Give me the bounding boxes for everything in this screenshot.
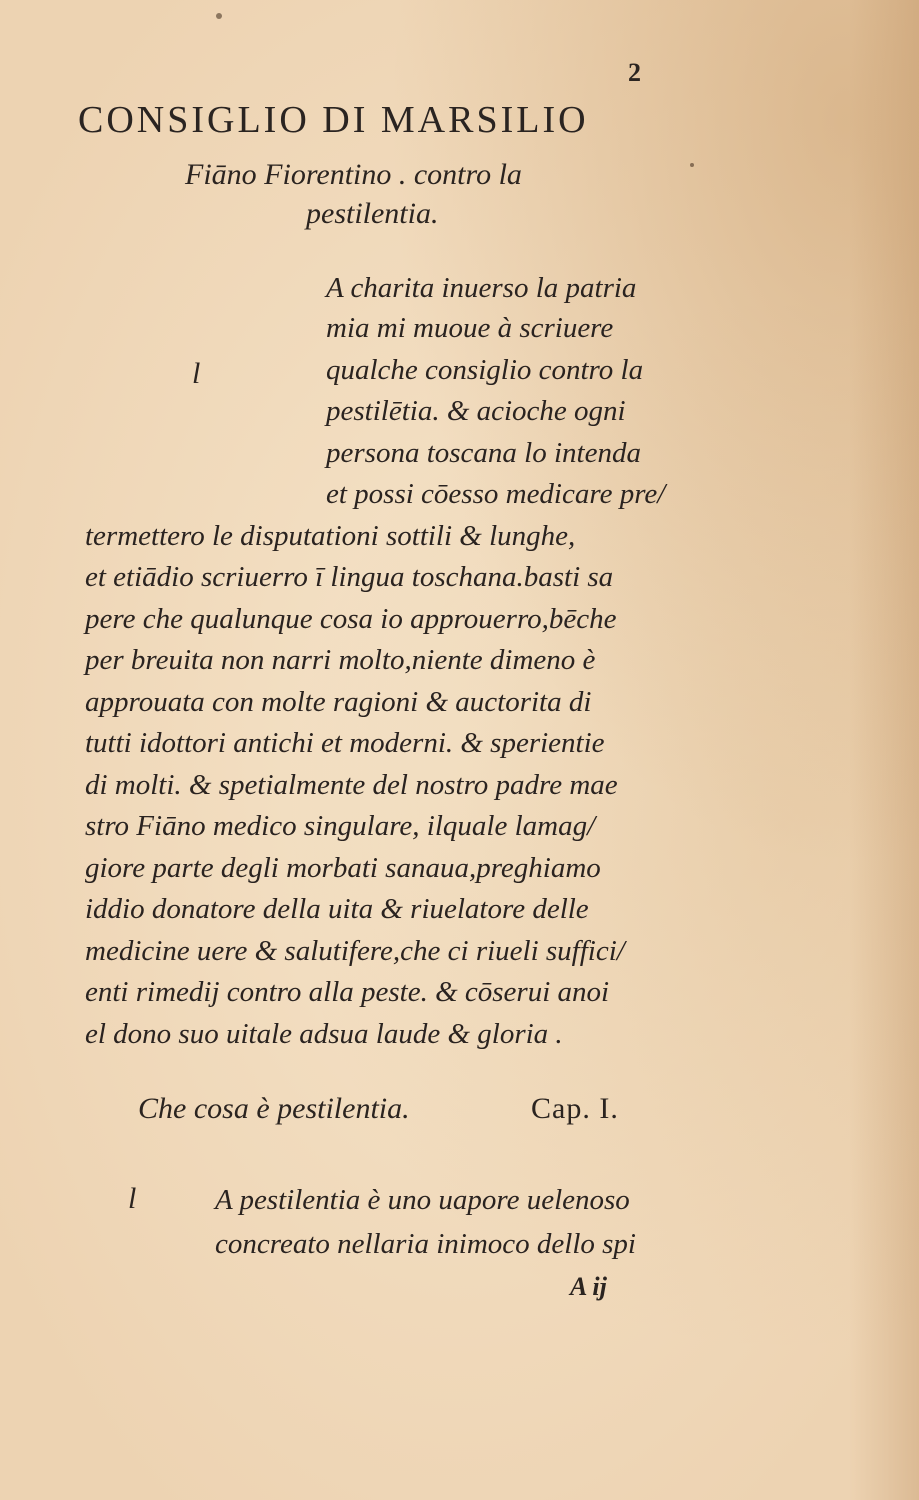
- intro-line: qualche consiglio contro la: [326, 354, 644, 386]
- intro-margin-marker: l: [192, 357, 201, 390]
- chapter-line: A pestilentia è uno uapore uelenoso: [215, 1184, 630, 1216]
- intro-line: mia mi muoue à scriuere: [326, 312, 614, 344]
- intro-line: stro Fiāno medico singulare, ilquale lamag/: [85, 810, 596, 842]
- page-title: CONSIGLIO DI MARSILIO: [78, 99, 589, 141]
- ink-spot: [690, 163, 694, 167]
- chapter-line: concreato nellaria inimoco dello spi: [215, 1228, 636, 1260]
- ink-spot: [216, 13, 222, 19]
- signature-mark: A ij: [570, 1272, 607, 1301]
- intro-line: A charita inuerso la patria: [326, 272, 637, 304]
- intro-line: enti rimedij contro alla peste. & cōserui anoi: [85, 976, 610, 1008]
- intro-line: termettero le disputationi sottili & lunghe,: [85, 520, 576, 552]
- chapter-number: Cap. I.: [531, 1092, 619, 1125]
- intro-line: pere che qualunque cosa io approuerro,bēche: [85, 603, 617, 635]
- page-edge-shading: [849, 0, 919, 1500]
- intro-line: medicine uere & salutifere,che ci riueli suffici/: [85, 935, 625, 967]
- intro-line: et etiādio scriuerro ī lingua toschana.basti sa: [85, 561, 614, 593]
- intro-line: persona toscana lo intenda: [326, 437, 641, 469]
- intro-line: tutti idottori antichi et moderni. & sperientie: [85, 727, 605, 759]
- page-number: 2: [628, 58, 641, 87]
- intro-line: di molti. & spetialmente del nostro padre mae: [85, 769, 618, 801]
- intro-line: giore parte degli morbati sanaua,preghiamo: [85, 852, 601, 884]
- intro-line: iddio donatore della uita & riuelatore delle: [85, 893, 589, 925]
- intro-line: pestilētia. & acioche ogni: [326, 395, 626, 427]
- subtitle-line-1: Fiāno Fiorentino . contro la: [185, 158, 522, 191]
- intro-line: approuata con molte ragioni & auctorita di: [85, 686, 592, 718]
- chapter-title: Che cosa è pestilentia.: [138, 1092, 410, 1125]
- chapter-margin-marker: l: [128, 1182, 137, 1215]
- subtitle-line-2: pestilentia.: [306, 197, 439, 230]
- chapter-heading: [138, 1092, 688, 1136]
- intro-line: et possi cōesso medicare pre/: [326, 478, 666, 510]
- intro-line: per breuita non narri molto,niente dimeno è: [85, 644, 596, 676]
- intro-line: el dono suo uitale adsua laude & gloria .: [85, 1018, 563, 1050]
